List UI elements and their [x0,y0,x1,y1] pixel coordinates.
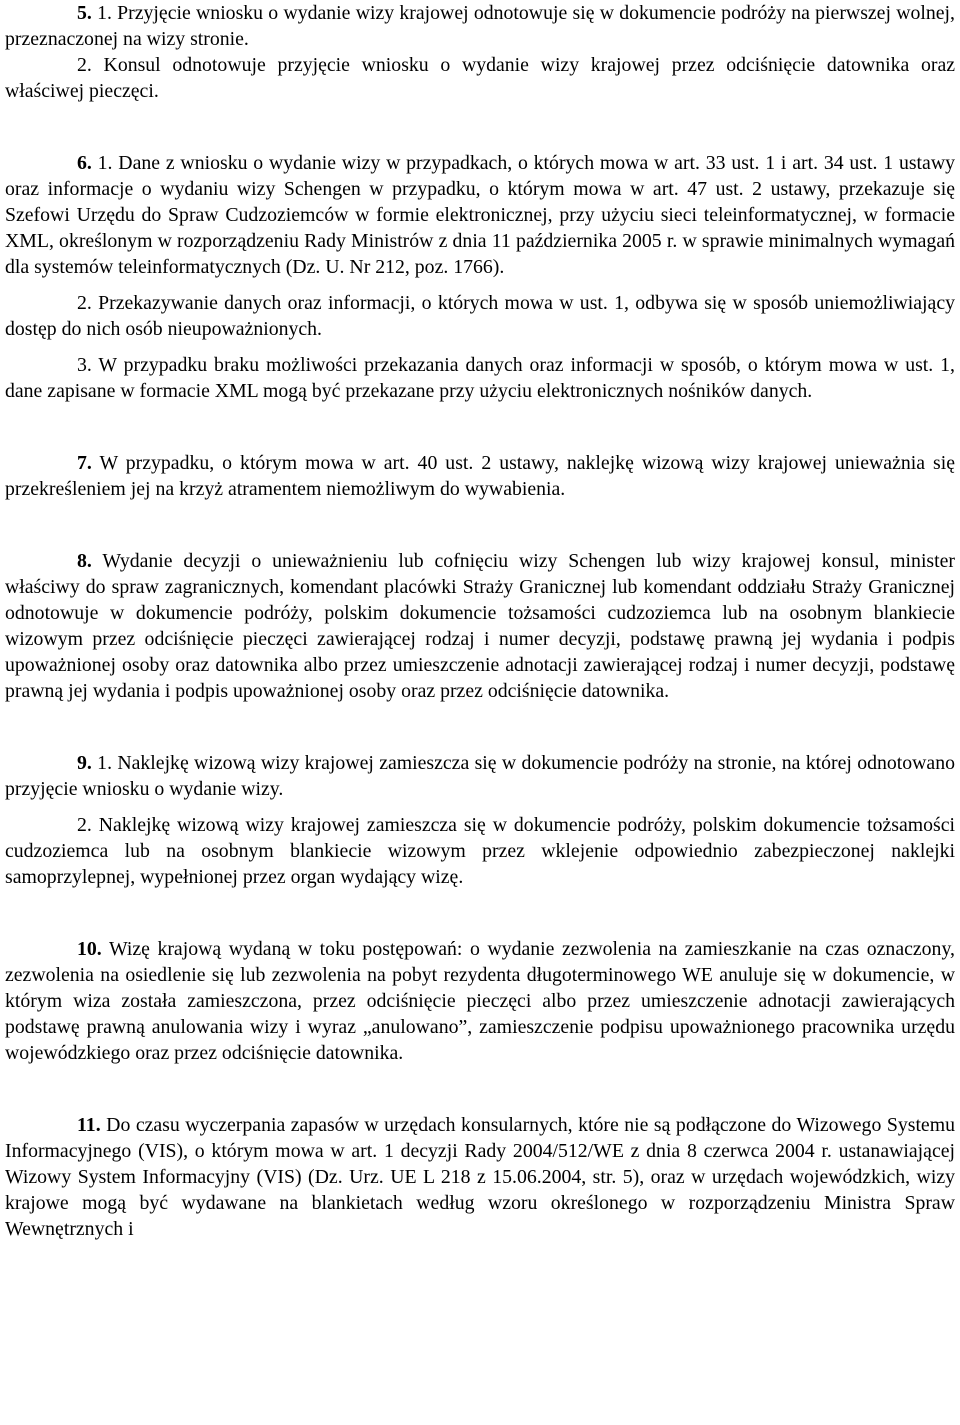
section-5-paragraph-2: 2. Konsul odnotowuje przyjęcie wniosku o wydanie wizy krajowej przez odciśnięcie datownika oraz właściwej pieczęci. [5,54,955,102]
paragraph-text: 1. Przyjęcie wniosku o wydanie wizy krajowej odnotowuje się w dokumencie podróży na pierwszej wolnej, przeznaczonej na wizy stronie. [5,2,955,50]
paragraph-text: Wizę krajową wydaną w toku postępowań: o wydanie zezwolenia na zamieszkanie na czas oznaczony, zezwolenia na osiedlenie się lub zezwolenia na pobyt rezydenta długoterminowego WE anuluje się w dokumencie, w którym wiza została zamieszczona, przez odciśnięcie pieczęci albo przez umieszczenie adnotacji zawierających podstawę prawną anulowania wizy i wyraz „anulowano”, zamieszczenie podpisu upoważnionego pracownika urzędu wojewódzkiego oraz przez odciśnięcie datownika. [5,938,955,1064]
spacer [5,1066,955,1112]
section-7 [5,450,955,502]
section-6-paragraph-3: 3. W przypadku braku możliwości przekazania danych oraz informacji w sposób, o którym mowa w ust. 1, dane zapisane w formacie XML mogą być przekazane przy użyciu elektronicznych nośników danych. [5,354,955,402]
document-page [5,0,955,1425]
spacer [5,704,955,750]
spacer [5,104,955,150]
paragraph-text: 1. Dane z wniosku o wydanie wizy w przypadkach, o których mowa w art. 33 ust. 1 i art. 34 ust. 1 ustawy oraz informacje o wydaniu wizy Schengen w przypadku, o którym mowa w art. 47 ust. 2 ustawy, przekazuje się Szefowi Urzędu do Spraw Cudzoziemców w formie elektronicznej, przy użyciu sieci teleinformatycznej, w formacie XML, określonym w rozporządzeniu Rady Ministrów z dnia 11 października 2005 r. w sprawie minimalnych wymagań dla systemów teleinformatycznych (Dz. U. Nr 212, poz. 1766). [5,152,955,278]
spacer [5,890,955,936]
section-7-paragraph-1 [5,450,955,502]
section-6-paragraph-1 [5,150,955,280]
section-number: 5. [77,2,92,24]
spacer [5,342,955,352]
paragraph-text: W przypadku, o którym mowa w art. 40 ust. 2 ustawy, naklejkę wizową wizy krajowej unieważnia się przekreśleniem jej na krzyż atramentem niemożliwym do wywabienia. [5,452,955,500]
section-5-paragraph-1 [5,0,955,52]
section-9-paragraph-2: 2. Naklejkę wizową wizy krajowej zamieszcza się w dokumencie podróży, polskim dokumencie tożsamości cudzoziemca lub na osobnym blankiecie wizowym przez wklejenie odpowiednio zabezpieczonej naklejki samoprzylepnej, wypełnionej przez organ wydający wizę. [5,814,955,888]
section-11 [5,1112,955,1242]
section-6 [5,150,955,404]
section-number: 9. [77,752,92,774]
section-number: 8. [77,550,92,572]
spacer [5,802,955,812]
section-11-paragraph-1 [5,1112,955,1242]
section-9 [5,750,955,890]
section-6-paragraph-2: 2. Przekazywanie danych oraz informacji, o których mowa w ust. 1, odbywa się w sposób uniemożliwiający dostęp do nich osób nieupoważnionych. [5,292,955,340]
section-5 [5,0,955,104]
paragraph-text: 1. Naklejkę wizową wizy krajowej zamieszcza się w dokumencie podróży na stronie, na której odnotowano przyjęcie wniosku o wydanie wizy. [5,752,955,800]
section-number: 6. [77,152,92,174]
paragraph-text: Wydanie decyzji o unieważnieniu lub cofnięciu wizy Schengen lub wizy krajowej konsul, minister właściwy do spraw zagranicznych, komendant placówki Straży Granicznej lub komendant oddziału Straży Granicznej odnotowuje w dokumencie podróży, polskim dokumencie tożsamości cudzoziemca lub na osobnym blankiecie wizowym przez odciśnięcie pieczęci zawierającej rodzaj i numer decyzji, podstawę prawną jej wydania i podpis upoważnionej osoby oraz datownika albo przez umieszczenie adnotacji zawierającej rodzaj i numer decyzji, podstawę prawną jej wydania i podpis upoważnionej osoby oraz przez odciśnięcie datownika. [5,550,955,702]
section-10-paragraph-1 [5,936,955,1066]
section-10 [5,936,955,1066]
paragraph-text: Do czasu wyczerpania zapasów w urzędach konsularnych, które nie są podłączone do Wizowego Systemu Informacyjnego (VIS), o którym mowa w art. 1 decyzji Rady 2004/512/WE z dnia 8 czerwca 2004 r. ustanawiającej Wizowy System Informacyjny (VIS) (Dz. Urz. UE L 218 z 15.06.2004, str. 5), oraz w urzędach wojewódzkich, wizy krajowe mogą być wydawane na blankietach według wzoru określonego w rozporządzeniu Ministra Spraw Wewnętrznych i [5,1114,955,1240]
spacer [5,280,955,290]
section-9-paragraph-1 [5,750,955,802]
spacer [5,404,955,450]
section-8-paragraph-1 [5,548,955,704]
section-number: 7. [77,452,92,474]
spacer [5,502,955,548]
section-8 [5,548,955,704]
section-number: 11. [77,1114,101,1136]
section-number: 10. [77,938,102,960]
